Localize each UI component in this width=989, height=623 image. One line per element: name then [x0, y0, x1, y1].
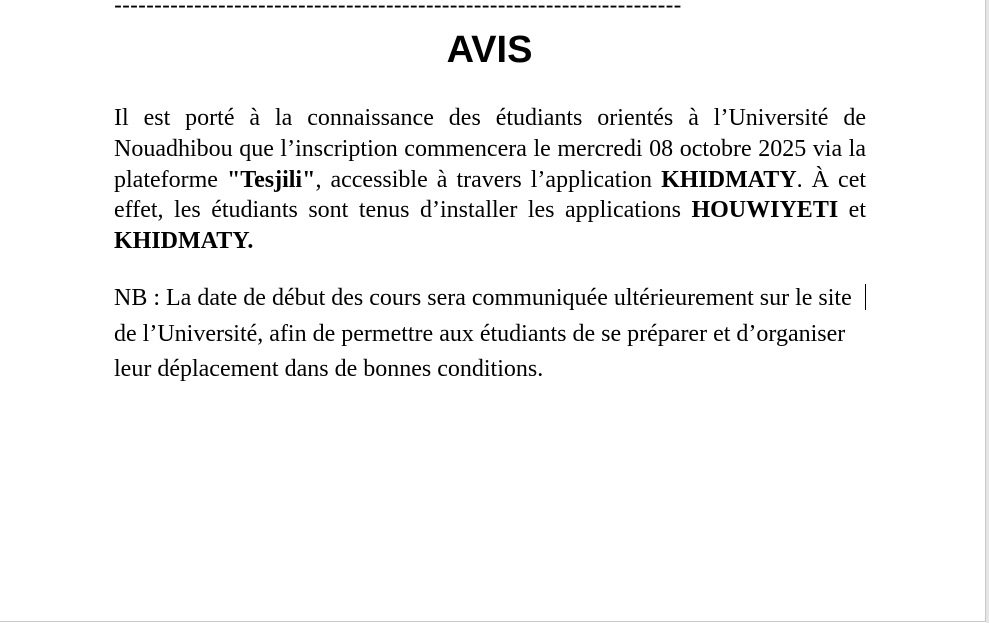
app-name-houwiyeti: HOUWIYETI	[691, 197, 839, 224]
note-text: NB : La date de début des cours sera communiquée ultérieurement sur le site de l’Université, afin de permettre aux étudiants de se préparer et d’organiser leur déplacement dans de bonnes conditions.	[114, 285, 852, 382]
page-title: AVIS	[446, 29, 533, 71]
paragraph-text: . À cet effet, les étudiants sont tenus d’installer les applications	[114, 166, 867, 224]
separator-line: -----------------------------------------------------------------------	[114, 0, 682, 19]
paragraph-text: Il est porté à la connaissance des étudiants orientés à l’Université de Nouadhibou que l’inscription commencera le mercredi 08 octobre 2025 via la plateforme	[114, 105, 866, 193]
app-name-khidmaty: KHIDMATY	[661, 166, 797, 193]
text-cursor	[865, 284, 866, 310]
paragraph-note	[114, 281, 866, 388]
paragraph-text: , accessible à travers l’application	[315, 166, 662, 193]
platform-name: "Tesjili"	[226, 166, 316, 193]
paragraph-registration	[114, 103, 866, 257]
app-name-khidmaty-2: KHIDMATY.	[114, 228, 254, 255]
paragraph-text: et	[838, 197, 866, 224]
